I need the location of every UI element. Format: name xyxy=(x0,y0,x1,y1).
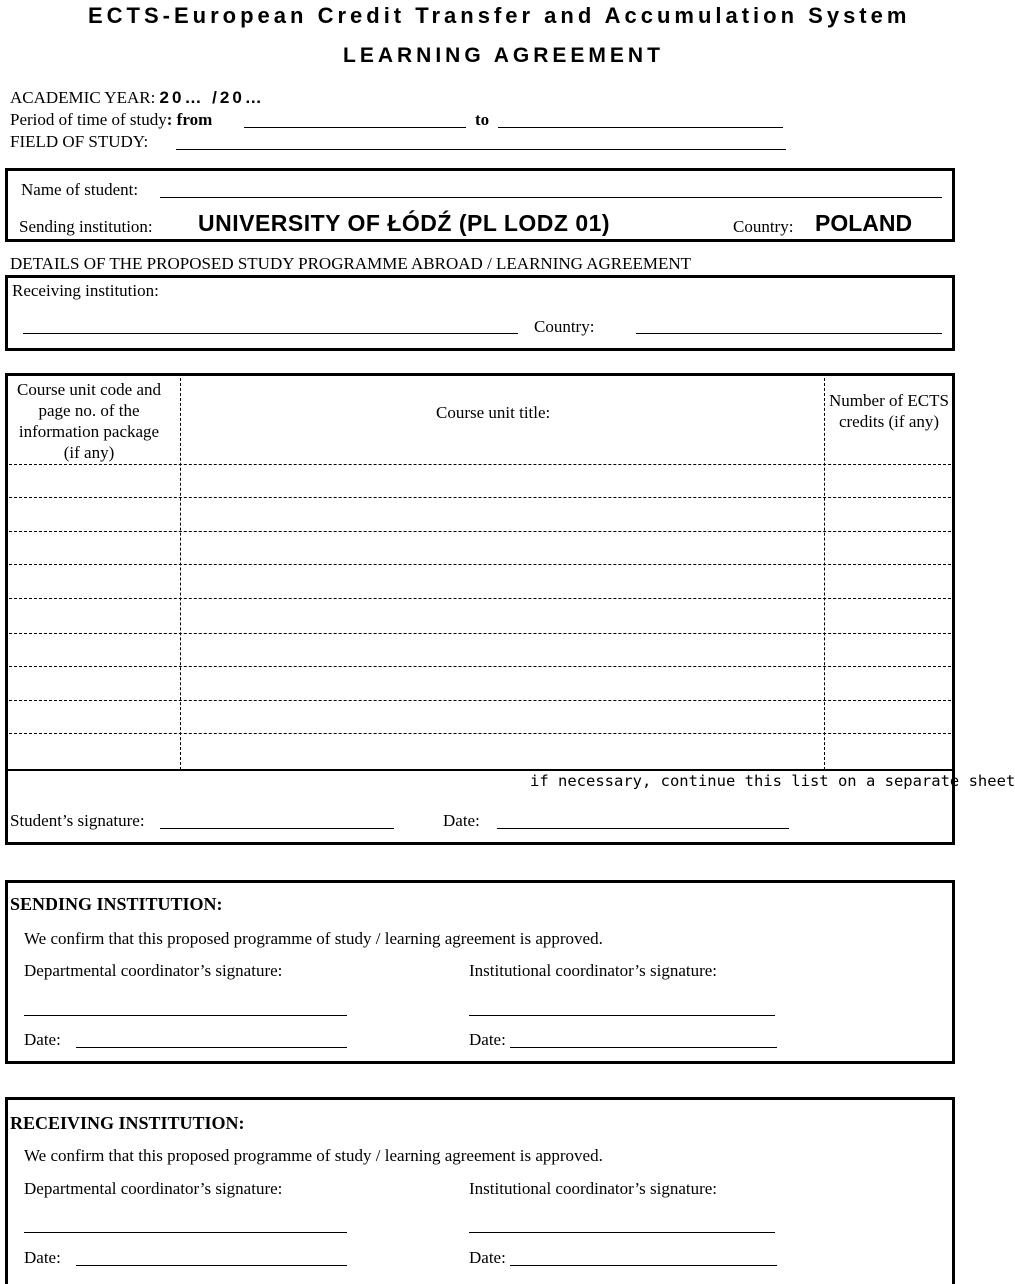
name-of-student-label: Name of student: xyxy=(21,180,139,199)
sending-section-heading: SENDING INSTITUTION: xyxy=(10,894,223,914)
receiving-country-line[interactable] xyxy=(636,333,942,334)
sending-inst-signature-label: Institutional coordinator’s signature: xyxy=(469,961,718,980)
academic-year-label: ACADEMIC YEAR: 20… /20… xyxy=(10,88,265,107)
sending-inst-signature-line[interactable] xyxy=(469,1015,775,1016)
row-line xyxy=(9,564,951,565)
row-line xyxy=(9,464,951,465)
row-line xyxy=(9,497,951,498)
student-signature-line[interactable] xyxy=(160,828,394,829)
row-line xyxy=(9,598,951,599)
row-line xyxy=(9,633,951,634)
receiving-section-heading: RECEIVING INSTITUTION: xyxy=(10,1113,245,1133)
receiving-inst-signature-label: Institutional coordinator’s signature: xyxy=(469,1179,718,1198)
period-to-label: to xyxy=(475,110,490,129)
sending-institution-label: Sending institution: xyxy=(19,217,153,236)
receiving-institution-label: Receiving institution: xyxy=(12,281,159,300)
document-subtitle: LEARNING AGREEMENT xyxy=(343,44,664,67)
sending-institution-value: UNIVERSITY OF ŁÓDŹ (PL LODZ 01) xyxy=(198,210,611,236)
student-date-label: Date: xyxy=(443,811,480,830)
student-date-line[interactable] xyxy=(497,828,789,829)
sending-date-right-label: Date: xyxy=(469,1030,506,1049)
receiving-institution-line[interactable] xyxy=(23,333,518,334)
col-divider-1 xyxy=(180,378,181,770)
receiving-confirm-text: We confirm that this proposed programme of study / learning agreement is approved. xyxy=(24,1146,603,1165)
details-heading: DETAILS OF THE PROPOSED STUDY PROGRAMME ABROAD / LEARNING AGREEMENT xyxy=(10,254,692,273)
sending-dept-signature-line[interactable] xyxy=(24,1015,347,1016)
period-from-line[interactable] xyxy=(244,127,466,128)
student-signature-label: Student’s signature: xyxy=(10,811,145,830)
table-separator xyxy=(5,769,955,771)
period-to-line[interactable] xyxy=(498,127,783,128)
row-line xyxy=(9,531,951,532)
period-label: Period of time of study: from xyxy=(10,110,213,129)
sending-date-right-line[interactable] xyxy=(510,1047,777,1048)
col-header-course-title: Course unit title: xyxy=(436,403,551,422)
document-title: ECTS-European Credit Transfer and Accumulation System xyxy=(88,3,911,28)
receiving-date-right-label: Date: xyxy=(469,1248,506,1267)
receiving-date-right-line[interactable] xyxy=(510,1265,777,1266)
row-line xyxy=(9,700,951,701)
row-line xyxy=(9,733,951,734)
sending-date-left-label: Date: xyxy=(24,1030,61,1049)
row-line xyxy=(9,666,951,667)
receiving-inst-signature-line[interactable] xyxy=(469,1232,775,1233)
field-of-study-line[interactable] xyxy=(176,149,786,150)
academic-year-value: 20… /20… xyxy=(159,88,265,107)
col-header-ects-credits: Number of ECTS credits (if any) xyxy=(829,391,949,431)
field-of-study-label: FIELD OF STUDY: xyxy=(10,132,149,151)
sending-dept-signature-label: Departmental coordinator’s signature: xyxy=(24,961,283,980)
receiving-date-left-label: Date: xyxy=(24,1248,61,1267)
col-divider-2 xyxy=(824,378,825,770)
receiving-dept-signature-line[interactable] xyxy=(24,1232,347,1233)
sending-date-left-line[interactable] xyxy=(76,1047,347,1048)
name-of-student-line[interactable] xyxy=(160,197,942,198)
receiving-date-left-line[interactable] xyxy=(76,1265,347,1266)
col-header-course-code: Course unit code and page no. of the information package (if any) xyxy=(17,380,161,462)
sending-confirm-text: We confirm that this proposed programme of study / learning agreement is approved. xyxy=(24,929,603,948)
receiving-dept-signature-label: Departmental coordinator’s signature: xyxy=(24,1179,283,1198)
continue-note: if necessary, continue this list on a separate sheet xyxy=(530,772,1015,790)
sending-country-value: POLAND xyxy=(815,210,913,236)
sending-country-label: Country: xyxy=(733,217,794,236)
receiving-country-label: Country: xyxy=(534,317,595,336)
